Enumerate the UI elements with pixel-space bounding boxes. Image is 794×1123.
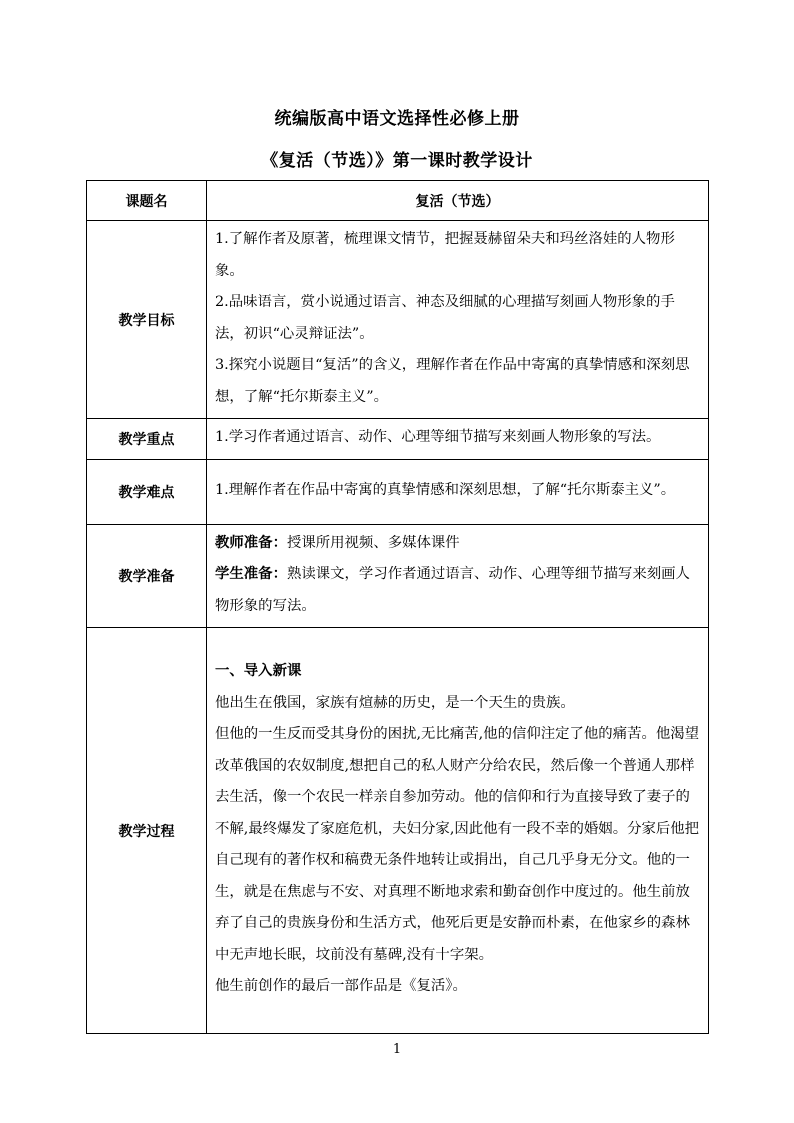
topic-label: 课题名	[87, 181, 207, 221]
document-title: 统编版高中语文选择性必修上册	[274, 109, 520, 129]
difficulties-content	[207, 459, 709, 524]
student-prep-text: 熟读课文，学习作者通过语言、动作、心理等细节描写来刻画人物形象的写法。	[215, 566, 690, 614]
page-number: 1	[392, 1042, 402, 1057]
teacher-prep	[215, 528, 702, 560]
lesson-plan-table	[86, 180, 709, 1034]
difficulties-text: 1.理解作者在作品中寄寓的真挚情感和深刻思想，了解“托尔斯泰主义”。	[215, 481, 676, 498]
row-topic	[87, 181, 709, 221]
teacher-prep-text: 授课所用视频、多媒体课件	[286, 534, 460, 551]
student-prep	[215, 559, 702, 622]
objectives-content	[207, 221, 709, 419]
objective-item: 1.了解作者及原著，梳理课文情节，把握聂赫留朵夫和玛丝洛娃的人物形象。	[215, 231, 675, 279]
process-content	[207, 628, 709, 1034]
key-points-text: 1.学习作者通过语言、动作、心理等细节描写来刻画人物形象的写法。	[215, 429, 661, 445]
key-points-label: 教学重点	[87, 419, 207, 460]
student-prep-label: 学生准备：	[215, 566, 287, 582]
objective-item: 2.品味语言，赏小说通过语言、神态及细腻的心理描写刻画人物形象的手法，初识“心灵辩证法”。	[215, 294, 675, 342]
row-difficulties	[87, 459, 709, 524]
row-key-points	[87, 419, 709, 460]
process-label: 教学过程	[87, 628, 207, 1034]
row-process	[87, 628, 709, 1034]
process-paragraph: 他出生在俄国，家族有煊赫的历史，是一个天生的贵族。	[215, 694, 575, 711]
lesson-title: 《复活（节选）》第一课时教学设计	[261, 151, 533, 171]
teacher-prep-label: 教师准备：	[215, 534, 287, 551]
section-heading: 一、导入新课	[215, 663, 302, 680]
objectives-label: 教学目标	[87, 221, 207, 419]
row-objectives	[87, 221, 709, 419]
topic-value: 复活（节选）	[207, 181, 709, 221]
process-paragraph: 但他的一生反而受其身份的困扰,无比痛苦,他的信仰注定了他的痛苦。他渴望改革俄国的农奴制度,想把自己的私人财产分给农民，然后像一个普通人那样去生活，像一个农民一样亲自参加劳动。他的信仰和行为直接导致了妻子的不解,最终爆发了家庭危机，夫妇分家,因此他有一段不幸的婚姻。分家后他把自己现有的著作权和稿费无条件地转让或捐出，自己几乎身无分文。他的一生，就是在焦虑与不安、对真理不断地求索和勤奋创作中度过的。他生前放弃了自己的贵族身份和生活方式，他死后更是安静而朴素，在他家乡的森林中无声地长眠，坟前没有墓碑,没有十字架。	[215, 726, 700, 963]
row-preparation	[87, 524, 709, 628]
objective-item: 3.探究小说题目“复活”的含义，理解作者在作品中寄寓的真挚情感和深刻思想，了解“托尔斯泰主义”。	[215, 357, 690, 405]
preparation-content	[207, 524, 709, 628]
key-points-content	[207, 419, 709, 460]
difficulties-label: 教学难点	[87, 459, 207, 524]
preparation-label: 教学准备	[87, 524, 207, 628]
process-paragraph: 他生前创作的最后一部作品是《复活》。	[215, 978, 467, 995]
